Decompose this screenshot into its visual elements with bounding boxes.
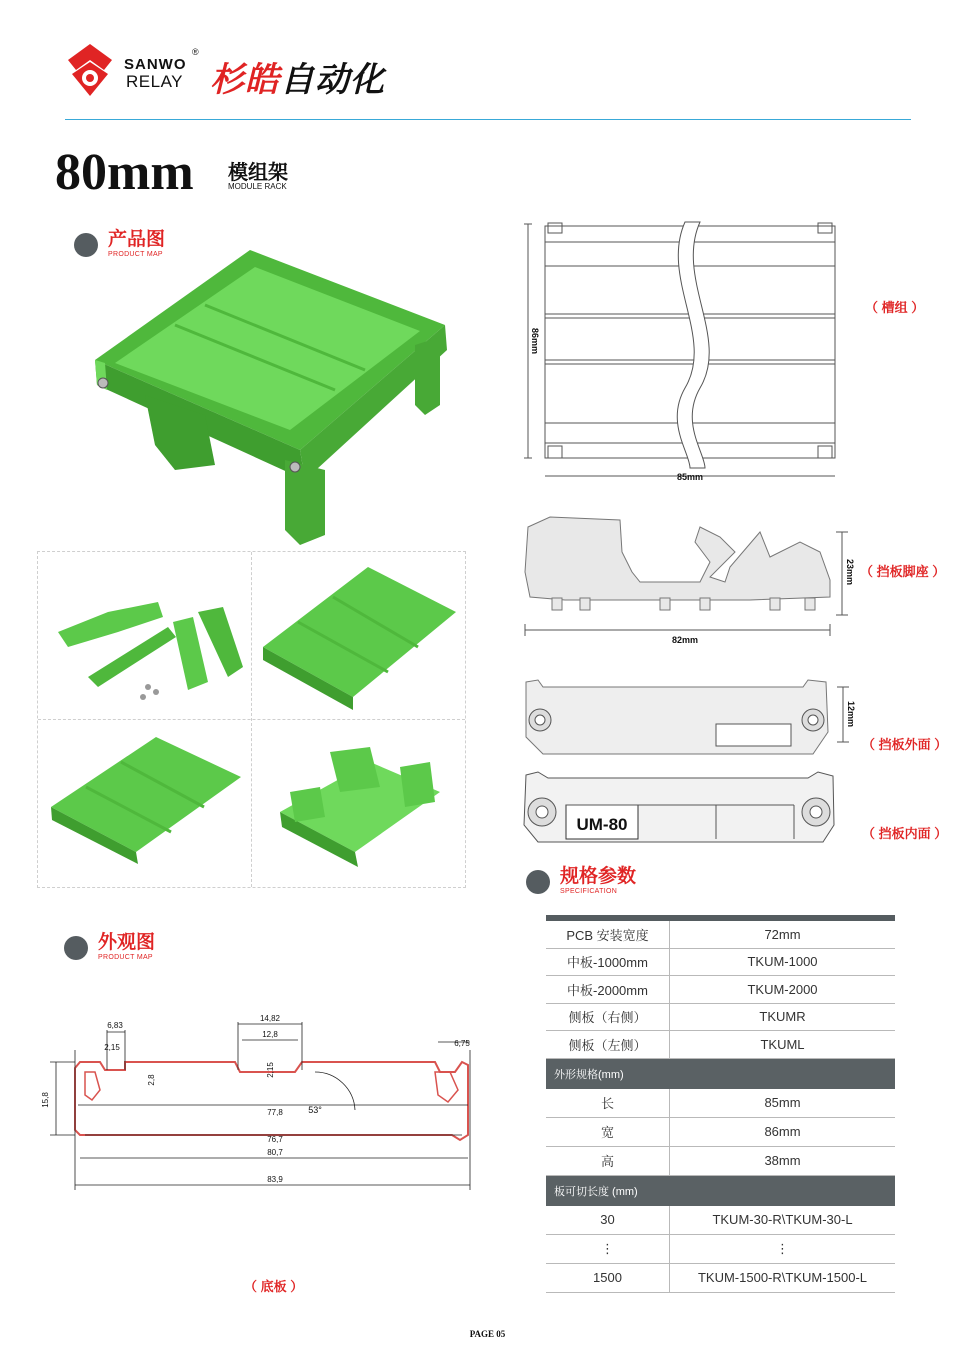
spec-key: PCB 安装宽度 xyxy=(546,921,670,948)
foot-height-dim: 23mm xyxy=(845,558,855,586)
spec-table xyxy=(546,915,895,1293)
table-row xyxy=(546,949,895,977)
base-label: （ 底板 ） xyxy=(244,1279,304,1294)
spec-value: TKUM-30-R\TKUM-30-L xyxy=(712,1212,853,1227)
baffle-outer-drawing xyxy=(518,672,858,760)
dim-label: 14,82 xyxy=(259,1014,281,1023)
section-specification xyxy=(526,866,636,895)
spec-key: 长 xyxy=(546,1089,670,1117)
base-board-photo xyxy=(46,732,246,872)
parts-photo xyxy=(48,572,248,712)
product-gallery xyxy=(37,551,466,888)
spec-key: 30 xyxy=(546,1206,670,1234)
inner-label: （ 挡板内面 ） xyxy=(862,826,948,841)
dim-label: 15,8 xyxy=(41,1092,50,1108)
spec-value: TKUM-1000 xyxy=(747,954,818,970)
dim-label: 83,9 xyxy=(267,1175,283,1184)
dim-label: 2,8 xyxy=(147,1074,156,1086)
spec-key: 中板-2000mm xyxy=(546,976,670,1003)
registered-mark: ® xyxy=(192,47,199,57)
section-title: 产品图 xyxy=(108,229,166,250)
spec-value: 38mm xyxy=(764,1153,801,1168)
baffle-inner-drawing xyxy=(518,770,838,850)
spec-value: TKUMR xyxy=(759,1009,806,1025)
spec-key: 侧板（右侧） xyxy=(546,1004,670,1031)
middle-board-photo xyxy=(258,562,458,712)
module-rack-photo xyxy=(85,245,460,550)
section-subtitle: PRODUCT MAP xyxy=(98,954,153,961)
assembled-rack-photo xyxy=(260,732,460,882)
spec-value: 86mm xyxy=(764,1124,801,1139)
header-divider xyxy=(65,119,911,120)
spec-value: 85mm xyxy=(764,1095,801,1110)
outer-height-dim: 12mm xyxy=(846,700,856,728)
spec-value: ⋮ xyxy=(776,1240,789,1256)
dim-label: 6,83 xyxy=(107,1021,123,1030)
section-subtitle: PRODUCT MAP xyxy=(108,251,163,258)
page-title: 80mm xyxy=(55,144,194,201)
section-bullet-icon xyxy=(64,936,88,960)
sanwo-logo-icon xyxy=(62,40,118,100)
table-row xyxy=(546,1264,895,1293)
spec-key: 1500 xyxy=(546,1264,670,1292)
brand-name: SANWO xyxy=(124,56,187,73)
spec-group-header: 外形规格(mm) xyxy=(546,1059,895,1089)
groove-label: （ 槽组 ） xyxy=(865,300,925,315)
page-title-en: MODULE RACK xyxy=(228,182,287,191)
foot-label: （ 挡板脚座 ） xyxy=(860,564,946,579)
page-title-cn: 模组架 xyxy=(228,162,288,184)
table-row xyxy=(546,1031,895,1059)
brand-subname: RELAY xyxy=(126,72,183,91)
brand-cn-black: 自动化 xyxy=(280,61,385,99)
groove-assembly-drawing xyxy=(520,218,840,486)
dim-label: 2,15 xyxy=(104,1043,120,1052)
section-subtitle: SPECIFICATION xyxy=(560,888,618,895)
table-row xyxy=(546,1206,895,1235)
dim-label: 76,7 xyxy=(267,1135,283,1144)
section-bullet-icon xyxy=(526,870,550,894)
spec-value: 72mm xyxy=(764,926,801,942)
inner-model-text: UM-80 xyxy=(576,815,628,834)
spec-value: TKUM-2000 xyxy=(747,981,818,997)
foot-width-dim: 82mm xyxy=(671,635,699,645)
brand-cn-red: 杉皓 xyxy=(210,61,280,99)
table-row xyxy=(546,1147,895,1176)
spec-key: 中板-1000mm xyxy=(546,949,670,976)
spec-group-header: 板可切长度 (mm) xyxy=(546,1176,895,1206)
table-row xyxy=(546,976,895,1004)
outer-label: （ 挡板外面 ） xyxy=(862,737,948,752)
brand-chinese-name xyxy=(210,52,385,101)
spec-key: ⋮ xyxy=(546,1235,670,1263)
section-title: 规格参数 xyxy=(560,866,637,887)
table-row xyxy=(546,1235,895,1264)
groove-height-dim: 86mm xyxy=(530,327,540,355)
groove-width-dim: 85mm xyxy=(676,472,704,482)
spec-value: TKUM-1500-R\TKUM-1500-L xyxy=(697,1270,868,1285)
dim-label: 80,7 xyxy=(267,1148,283,1157)
dim-label: 77,8 xyxy=(267,1108,283,1117)
dim-label: 53° xyxy=(308,1105,322,1115)
dim-label: 12,8 xyxy=(262,1030,278,1039)
section-appearance xyxy=(64,932,155,961)
spec-key: 高 xyxy=(546,1147,670,1175)
dim-label: 6,75 xyxy=(454,1039,470,1048)
table-row xyxy=(546,1089,895,1118)
baffle-foot-drawing xyxy=(520,512,860,650)
dim-label: 2,15 xyxy=(266,1062,275,1078)
spec-key: 宽 xyxy=(546,1118,670,1146)
section-title: 外观图 xyxy=(98,932,156,953)
table-row xyxy=(546,1118,895,1147)
table-row xyxy=(546,1004,895,1032)
gallery-divider xyxy=(38,719,465,720)
spec-value: TKUML xyxy=(760,1036,805,1052)
spec-key: 侧板（左侧） xyxy=(546,1031,670,1058)
table-row xyxy=(546,921,895,949)
page-number: PAGE 05 xyxy=(469,1329,506,1339)
base-board-profile-drawing xyxy=(30,1010,490,1195)
